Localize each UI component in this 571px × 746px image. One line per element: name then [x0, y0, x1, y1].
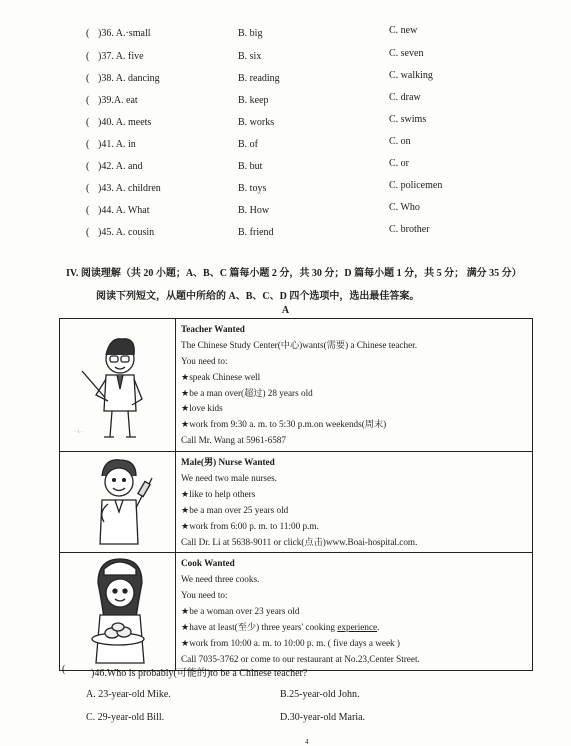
cloze-row [0, 158, 571, 179]
cloze-row [0, 180, 571, 201]
ad-line: Call Mr. Wang at 5961-6587 [181, 435, 286, 446]
answer-paren: ( [86, 28, 90, 39]
svg-text:~ A ~: ~ A ~ [74, 429, 83, 434]
option-b: B. keep [238, 95, 269, 106]
ad-cook [176, 553, 533, 671]
answer-paren: ( [86, 183, 90, 194]
ad-line: We need three cooks. [181, 574, 260, 585]
cloze-row [0, 25, 571, 46]
option-c: C. or [389, 158, 409, 169]
option-c: C. Who [389, 202, 420, 213]
choice-c: C. 29-year-old Bill. [86, 712, 165, 723]
section-instruction: 阅读下列短文，从题中所给的 A、B、C、D 四个选项中，选出最佳答案。 [96, 291, 420, 302]
choice-d: D.30-year-old Maria. [280, 712, 366, 723]
ad-title: Cook Wanted [181, 558, 235, 569]
ad-title: Male(男) Nurse Wanted [181, 457, 275, 468]
option-b: B. friend [238, 227, 274, 238]
ad-line: ★be a man over 25 years old [181, 504, 289, 515]
ad-line: ★be a woman over 23 years old [181, 606, 300, 617]
option-b: B. of [238, 139, 258, 150]
cloze-row [0, 136, 571, 157]
ad-line: ★work from 9:30 a. m. to 5:30 p.m.on weekends(周末) [181, 419, 387, 430]
option-c: C. policemen [389, 180, 443, 191]
ad-line: ★speak Chinese well [181, 371, 261, 382]
option-c: C. brother [389, 224, 430, 235]
underlined-word: experience [337, 622, 378, 633]
section-title: IV. 阅读理解（共 20 小题；A、B、C 篇每小题 2 分，共 30 分；D 篇每小题 1 分，共 5 分； 满分 35 分） [66, 268, 522, 279]
option-c: C. seven [389, 48, 424, 59]
ad-row-nurse [60, 452, 533, 553]
answer-paren: ( [86, 227, 90, 238]
option-b: B. six [238, 51, 262, 62]
ad-row-teacher [60, 319, 533, 452]
page-number: 4 [305, 738, 309, 746]
option-a: )37. A. five [98, 51, 144, 62]
option-b: B. but [238, 161, 263, 172]
nurse-illustration [60, 452, 176, 553]
choice-a: A. 23-year-old Mike. [86, 689, 171, 700]
ad-line: You need to: [181, 590, 228, 601]
answer-paren: ( [86, 205, 90, 216]
cook-with-dish-icon [60, 553, 175, 665]
ad-teacher [176, 319, 533, 452]
option-a: )45. A. cousin [98, 227, 155, 238]
cloze-row [0, 70, 571, 91]
cloze-row [0, 202, 571, 223]
answer-paren: ( [86, 51, 90, 62]
ad-line: ★work from 10:00 a. m. to 10:00 p. m. ( five days a week ) [181, 637, 400, 648]
option-a: )44. A. What [98, 205, 150, 216]
ad-line: ★like to help others [181, 488, 256, 499]
ad-line-text: ★have at least(至少) three years' cooking [181, 622, 338, 633]
ad-line: Call Dr. Li at 5638-9011 or click(点击)www.Boai-hospital.com. [181, 536, 418, 547]
option-b: B. works [238, 117, 275, 128]
option-b: B. toys [238, 183, 267, 194]
ad-line: You need to: [181, 355, 228, 366]
answer-paren: ( [86, 139, 90, 150]
option-c: C. new [389, 25, 418, 36]
option-a: )39.A. eat [98, 95, 138, 106]
ad-title: Teacher Wanted [181, 324, 245, 334]
ad-line: Call 7035-3762 or come to our restaurant at No.23,Center Street. [181, 653, 420, 664]
option-c: C. draw [389, 92, 421, 103]
ad-line: We need two male nurses. [181, 473, 277, 484]
job-ads-table [59, 318, 533, 671]
ad-row-cook [60, 553, 533, 671]
option-a: )38. A. dancing [98, 73, 160, 84]
answer-paren: ( [86, 95, 90, 106]
ad-line: ★be a man over(超过) 28 years old [181, 387, 313, 398]
male-nurse-icon [60, 452, 175, 546]
teacher-illustration [60, 319, 176, 452]
option-a: )42. A. and [98, 161, 143, 172]
cloze-row [0, 224, 571, 245]
cloze-row [0, 92, 571, 113]
option-a: )36. A.·small [98, 28, 151, 39]
answer-paren: ( [86, 73, 90, 84]
option-a: )41. A. in [98, 139, 136, 150]
passage-label: A [281, 305, 290, 316]
underlined-suffix: . [377, 622, 380, 633]
answer-paren: ( [86, 117, 90, 128]
option-a: )43. A. children [98, 183, 161, 194]
ad-line [181, 620, 532, 636]
ad-line: ★work from 6:00 p. m. to 11:00 p.m. [181, 520, 319, 531]
option-c: C. swims [389, 114, 427, 125]
question-text: )46.Who is probably(可能的)to be a Chinese teacher? [91, 668, 308, 679]
answer-paren: ( [62, 664, 66, 675]
option-c: C. on [389, 136, 411, 147]
answer-paren: ( [86, 161, 90, 172]
option-b: B. How [238, 205, 270, 216]
teacher-pointer-icon [60, 319, 175, 445]
option-a: )40. A. meets [98, 117, 152, 128]
option-b: B. big [238, 28, 263, 39]
choice-b: B.25-year-old John. [280, 689, 360, 700]
option-b: B. reading [238, 73, 280, 84]
option-c: C. walking [389, 70, 433, 81]
ad-nurse [176, 452, 533, 553]
cloze-row [0, 48, 571, 69]
ad-line: ★love kids [181, 403, 223, 414]
cook-illustration [60, 553, 176, 671]
cloze-row [0, 114, 571, 135]
ad-line: The Chinese Study Center(中心)wants(需要) a Chinese teacher. [181, 339, 418, 350]
